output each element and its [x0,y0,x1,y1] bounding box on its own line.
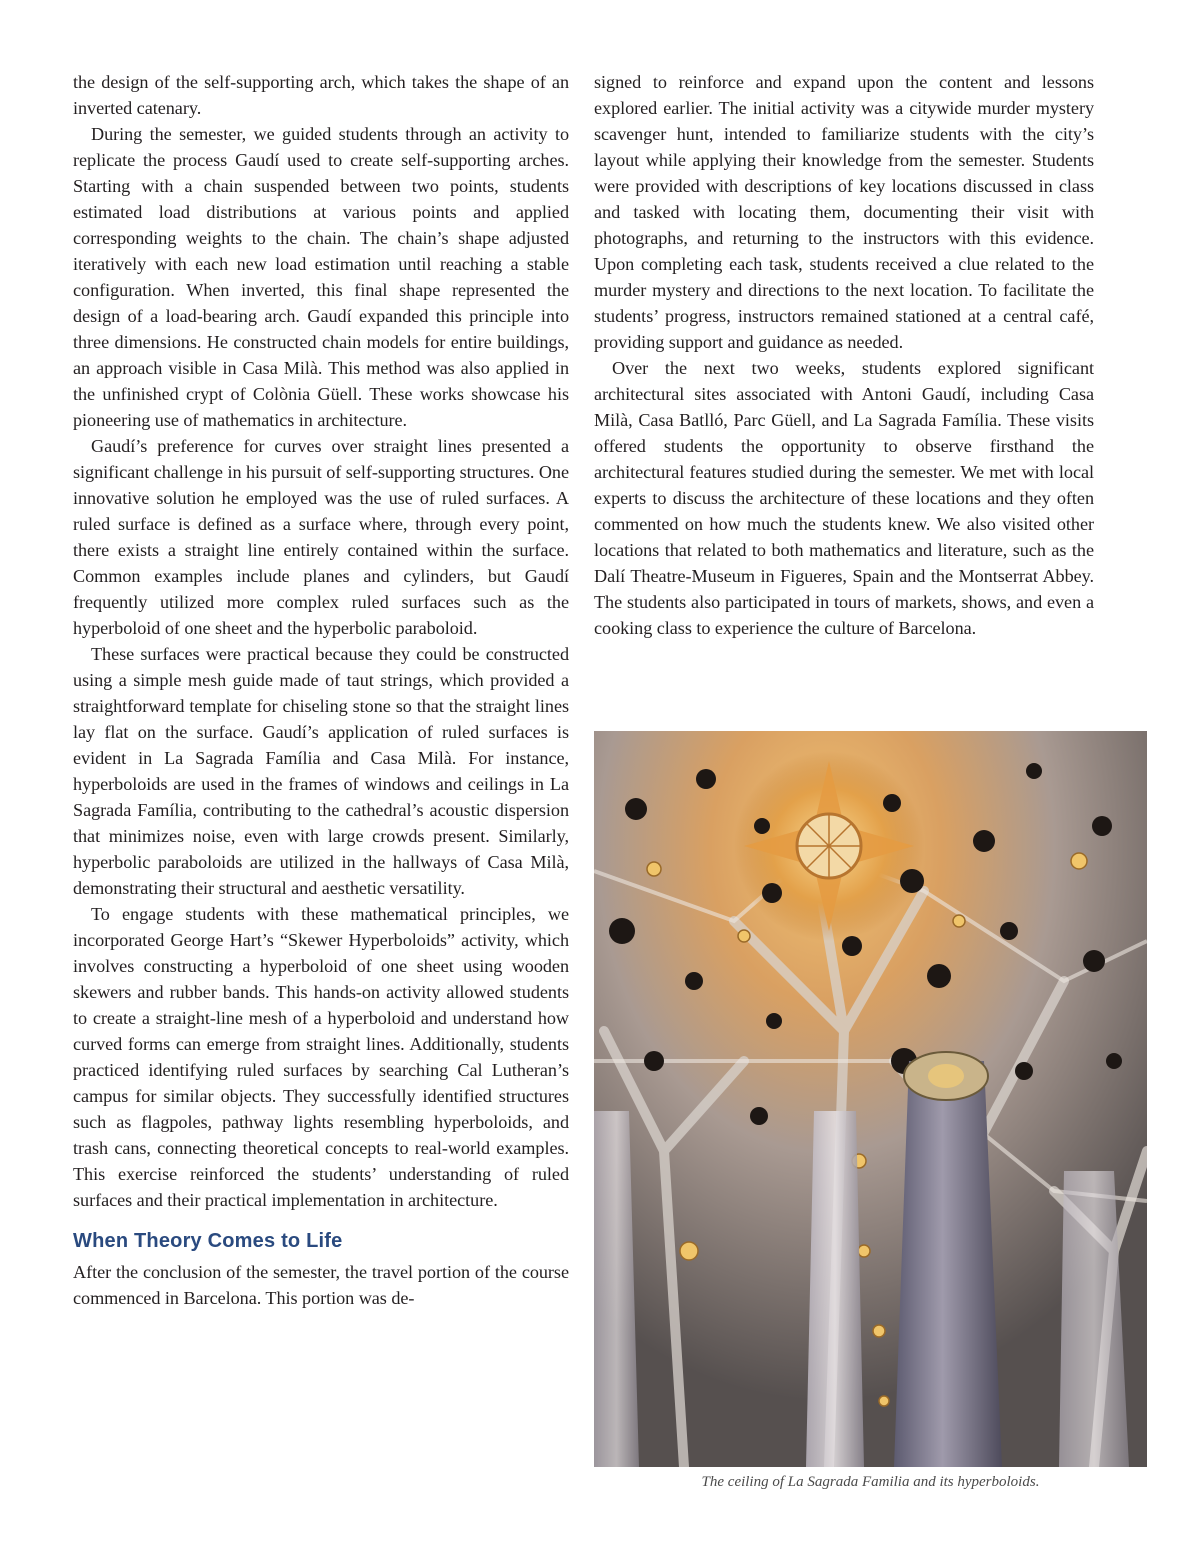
left-column [73,69,569,1311]
paragraph-chain-activity: During the semester, we guided students through an activity to replicate the process Gaudí used to create self-supporting arches. Starting with a chain suspended between two points, students estimated load distributions at various points and applied corresponding weights to the chain. The chain’s shape adjusted iteratively with each new load estimation until reaching a stable configuration. When inverted, this final shape represented the design of a load-bearing arch. Gaudí expanded this principle into three dimensions. He constructed chain models for entire buildings, an approach visible in Casa Milà. This method was also applied in the unfinished crypt of Colònia Güell. These works showcase his pioneering use of mathematics in architecture. [73,124,569,430]
paragraph-scavenger-hunt: signed to reinforce and expand upon the content and lessons explored earlier. The initial activity was a citywide murder mystery scavenger hunt, intended to familiarize students with the city’s layout while applying their knowledge from the semester. Students were provided with descriptions of key locations discussed in class and tasked with locating them, documenting their visit with photographs, and returning to the instructors with this evidence. Upon completing each task, students received a clue related to the murder mystery and directions to the next location. To facilitate the students’ progress, instructors remained stationed at a central café, providing support and guidance as needed. [594,72,1094,352]
paragraph-ruled-surfaces: Gaudí’s preference for curves over straight lines presented a significant challenge in his pursuit of self-supporting structures. One innovative solution he employed was the use of ruled surfaces. A ruled surface is defined as a surface where, through every point, there exists a straight line entirely contained within the surface. Common examples include planes and cylinders, but Gaudí frequently utilized more complex ruled surfaces such as the hyperboloid of one sheet and the hyperbolic paraboloid. [73,436,569,638]
right-column [594,69,1094,641]
sagrada-familia-ceiling-photo [594,731,1147,1467]
ceiling-illustration [594,731,1147,1467]
figure-caption: The ceiling of La Sagrada Familia and its hyperboloids. [701,1474,1040,1490]
paragraph-mesh-guide: These surfaces were practical because they could be constructed using a simple mesh guide made of taut strings, which provided a straightforward template for chiseling stone so that the straight lines lay flat on the surface. Gaudí’s application of ruled surfaces is evident in La Sagrada Família and Casa Milà. For instance, hyperboloids are used in the frames of windows and ceilings in La Sagrada Família, contributing to the cathedral’s acoustic dispersion that minimizes noise, even with large crowds present. Similarly, hyperbolic paraboloids are utilized in the hallways of Casa Milà, demonstrating their structural and aesthetic versatility. [73,644,569,898]
paragraph-gaudi-sites: Over the next two weeks, students explored significant architectural sites associated with Antoni Gaudí, including Casa Milà, Casa Batlló, Parc Güell, and La Sagrada Família. These visits offered students the opportunity to observe firsthand the architectural features studied during the semester. We met with local experts to discuss the architecture of these locations and they often commented on how much the students knew. We also visited other locations that related to both mathematics and literature, such as the Dalí Theatre-Museum in Figueres, Spain and the Montserrat Abbey. The students also participated in tours of markets, shows, and even a cooking class to experience the culture of Barcelona. [594,358,1094,638]
section-heading: When Theory Comes to Life [73,1230,343,1252]
paragraph-catenary-continuation: the design of the self-supporting arch, which takes the shape of an inverted catenary. [73,72,569,118]
paragraph-travel-intro: After the conclusion of the semester, the travel portion of the course commenced in Barcelona. This portion was de- [73,1262,569,1308]
paragraph-skewer-hyperboloids: To engage students with these mathematical principles, we incorporated George Hart’s “Skewer Hyperboloids” activity, which involves constructing a hyperboloid of one sheet using wooden skewers and rubber bands. This hands-on activity allowed students to create a straight-line mesh of a hyperboloid and understand how curved forms can emerge from straight lines. Additionally, students practiced identifying ruled surfaces by searching Cal Lutheran’s campus for similar objects. They successfully identified structures such as flagpoles, pathway lights resembling hyperboloids, and trash cans, connecting theoretical concepts to real-world examples. This exercise reinforced the students’ understanding of ruled surfaces and their practical implementation in architecture. [73,904,569,1210]
